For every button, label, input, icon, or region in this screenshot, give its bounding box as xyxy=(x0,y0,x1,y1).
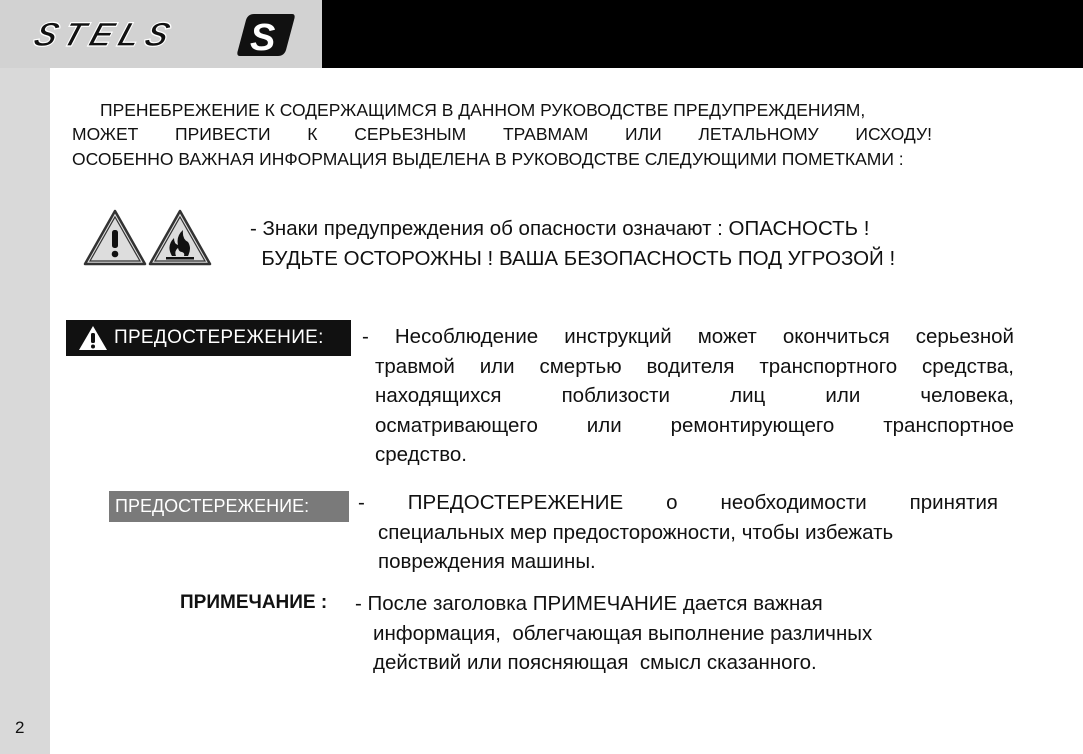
warning-line-1: - Несоблюдение инструкций может окончиться серьезной xyxy=(362,325,1014,348)
intro-word: ИЛИ xyxy=(625,124,662,144)
left-margin-bar xyxy=(0,0,50,754)
intro-line-3: ОСОБЕННО ВАЖНАЯ ИНФОРМАЦИЯ ВЫДЕЛЕНА В РУКОВОДСТВЕ СЛЕДУЮЩИМИ ПОМЕТКАМИ : xyxy=(72,149,904,169)
intro-line-1: ПРЕНЕБРЕЖЕНИЕ К СОДЕРЖАЩИМСЯ В ДАННОМ РУКОВОДСТВЕ ПРЕДУПРЕЖДЕНИЯМ, xyxy=(100,100,866,120)
warning-badge xyxy=(66,320,351,356)
intro-word: МОЖЕТ xyxy=(72,124,139,144)
intro-word: СЕРЬЕЗНЫМ xyxy=(354,124,467,144)
intro-word: ЛЕТАЛЬНОМУ xyxy=(698,124,819,144)
caution-line-1: - ПРЕДОСТЕРЕЖЕНИЕ о необходимости принятия xyxy=(358,491,998,514)
intro-word: ПРИВЕСТИ xyxy=(175,124,271,144)
intro-word: ИСХОДУ! xyxy=(855,124,932,144)
warning-line-2: травмой или смертью водителя транспортного средства, xyxy=(375,354,1014,378)
danger-line-2: БУДЬТЕ ОСТОРОЖНЫ ! ВАША БЕЗОПАСНОСТЬ ПОД УГРОЗОЙ ! xyxy=(250,247,896,270)
warning-line-4: осматривающего или ремонтирующего транспортное xyxy=(375,413,1014,437)
fire-warning-icon xyxy=(150,211,210,264)
intro-word: К xyxy=(307,124,318,144)
warning-description xyxy=(362,322,1014,470)
caution-line-2: специальных мер предосторожности, чтобы избежать xyxy=(378,520,894,544)
danger-description xyxy=(250,214,895,274)
svg-text:STELS: STELS xyxy=(29,15,181,54)
header-logo-area xyxy=(0,0,322,68)
danger-icons xyxy=(82,208,212,268)
exclamation-warning-icon xyxy=(85,211,145,264)
caution-description xyxy=(358,488,998,577)
exclamation-triangle-icon xyxy=(78,325,108,351)
header-black-band xyxy=(322,0,1083,68)
note-line-2: информация, облегчающая выполнение различных xyxy=(373,621,873,645)
note-description xyxy=(355,589,975,678)
warning-line-3: находящихся поблизости лиц или человека, xyxy=(375,384,1014,407)
warning-badge-label: ПРЕДОСТЕРЕЖЕНИЕ: xyxy=(114,327,324,348)
stels-s-emblem-icon xyxy=(236,12,296,58)
stels-logo-wordmark xyxy=(28,14,233,54)
caution-line-3: повреждения машины. xyxy=(378,550,596,573)
danger-line-1: - Знаки предупреждения об опасности означают : ОПАСНОСТЬ ! xyxy=(250,217,870,240)
warning-line-5: средство. xyxy=(375,443,467,466)
page-number: 2 xyxy=(15,718,25,737)
intro-line-2 xyxy=(72,122,932,147)
note-line-3: действий или поясняющая смысл сказанного. xyxy=(373,651,817,674)
caution-badge: ПРЕДОСТЕРЕЖЕНИЕ: xyxy=(109,491,349,522)
svg-text:S: S xyxy=(250,17,276,58)
note-line-1: - После заголовка ПРИМЕЧАНИЕ дается важная xyxy=(355,592,823,615)
intro-word: ТРАВМАМ xyxy=(502,124,589,144)
note-label: ПРИМЕЧАНИЕ : xyxy=(180,592,328,613)
